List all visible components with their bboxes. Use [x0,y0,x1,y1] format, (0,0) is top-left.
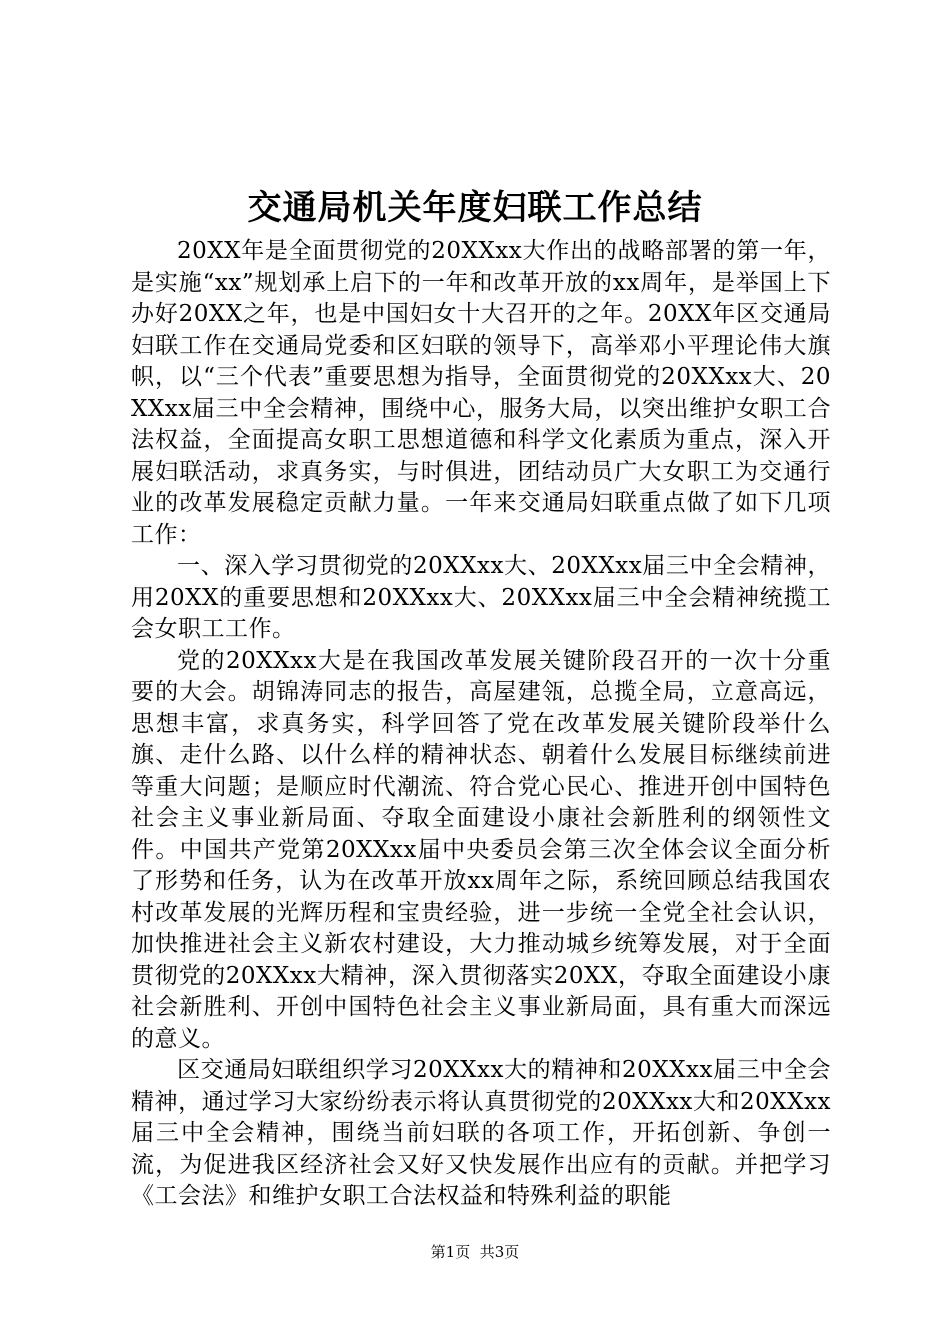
body-paragraph: 区交通局妇联组织学习20XXxx大的精神和20XXxx届三中全会精神，通过学习大家纷纷表示将认真贯彻党的20XXxx大和20XXxx届三中全会精神，围绕当前妇联的各项工作，开拓创新、争创一流，为促进我区经济社会又好又快发展作出应有的贡献。并把学习《工会法》和维护女职工合法权益和特殊利益的职能 [131,1057,831,1209]
page-number: 第1页 [430,1243,471,1261]
body-paragraph: 20XX年是全面贯彻党的20XXxx大作出的战略部署的第一年，是实施“xx”规划承上启下的一年和改革开放的xx周年，是举国上下办好20XX之年，也是中国妇女十大召开的之年。20XX年区交通局妇联工作在交通局党委和区妇联的领导下，高举邓小平理论伟大旗帜，以“三个代表”重要思想为指导，全面贯彻党的20XXxx大、20XXxx届三中全会精神，围绕中心，服务大局，以突出维护女职工合法权益，全面提高女职工思想道德和科学文化素质为重点，深入开展妇联活动，求真务实，与时俱进，团结动员广大女职工为交通行业的改革发展稳定贡献力量。一年来交通局妇联重点做了如下几项工作： [131,238,831,548]
page-total: 共3页 [479,1243,520,1261]
document-title: 交通局机关年度妇联工作总结 [247,188,703,228]
page-footer [0,1242,950,1262]
body-paragraph: 一、深入学习贯彻党的20XXxx大、20XXxx届三中全会精神，用20XX的重要思想和20XXxx大、20XXxx届三中全会精神统揽工会女职工工作。 [131,553,831,642]
body-paragraph: 党的20XXxx大是在我国改革发展关键阶段召开的一次十分重要的大会。胡锦涛同志的报告，高屋建瓴，总揽全局，立意高远，思想丰富，求真务实，科学回答了党在改革发展关键阶段举什么旗、走什么路、以什么样的精神状态、朝着什么发展目标继续前进等重大问题；是顺应时代潮流、符合党心民心、推进开创中国特色社会主义事业新局面、夺取全面建设小康社会新胜利的纲领性文件。中国共产党第20XXxx届中央委员会第三次全体会议全面分析了形势和任务，认为在改革开放xx周年之际，系统回顾总结我国农村改革发展的光辉历程和宝贵经验，进一步统一全党全社会认识，加快推进社会主义新农村建设，大力推动城乡统筹发展，对于全面贯彻党的20XXxx大精神，深入贯彻落实20XX，夺取全面建设小康社会新胜利、开创中国特色社会主义事业新局面，具有重大而深远的意义。 [131,647,831,1052]
document-body [131,236,831,1213]
